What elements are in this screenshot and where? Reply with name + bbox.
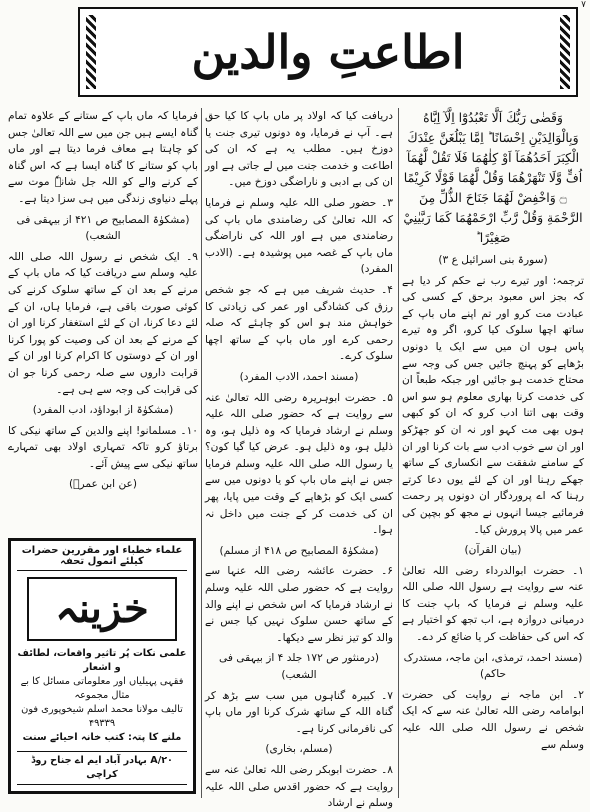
ad-title: خزینہ bbox=[27, 577, 177, 641]
paragraph: ۲۔ ابن ماجہ نے روایت کی حضرت ابوامامہ رضی اللہ تعالیٰ عنہ سے کہ ایک شخص نے رسول اللہ صلی اللہ علیہ وسلم سے bbox=[402, 688, 584, 751]
paragraph: ۶۔ حضرت عائشہ رضی اللہ عنہا سے روایت ہے کہ حضور صلی اللہ علیہ وسلم نے ارشاد فرمایا کہ اس شخص نے اپنے والد کے ساتھ حسن سلوک نہیں کیا جس نے والد کو تیز نظر سے دیکھا۔ bbox=[205, 565, 393, 644]
advertisement-box bbox=[8, 538, 196, 794]
paragraph: ۱۔ حضرت ابوالدرداء رضی اللہ تعالیٰ عنہ سے روایت ہے رسول اللہ صلی اللہ علیہ وسلم نے فرمایا کہ باپ جنت کا درمیانی دروازہ ہے، اب تجھ کو اختیار ہے کہ اس کی حفاظت کر یا ضائع کر دے۔ bbox=[402, 564, 584, 644]
reference-citation: (مسلم، بخاری) bbox=[265, 743, 333, 756]
paragraph: دریافت کیا کہ اولاد پر ماں باپ کا کیا حق ہے۔ آپ نے فرمایا، وہ دونوں تیری جنت یا دوزخ ہیں۔ مطلب یہ ہے کہ ان کی اطاعت و خدمت جنت میں لے جاتی ہے اور ان کی بے ادبی و ناراضگی دوزخ میں۔ bbox=[205, 110, 393, 189]
paragraph: ۹۔ ایک شخص نے رسول اللہ صلی اللہ علیہ وسلم سے دریافت کیا کہ ماں باپ کے مرنے کے بعد ان کے ساتھ سلوک کرنے کی کوئی صورت باقی ہے، فرمایا ہاں، ان کے لئے دعا کرنا، ان کے لئے استغفار کرنا اور ان کے مرنے کے بعد ان کی وصیت کو پورا کرنا اور ان کے دوستوں کا اکرام کرنا اور ان کے قرابت داروں سے صلہ رحمی کرنا جو ان کی قرابت کی وجہ سے ہی ہے۔ bbox=[8, 250, 198, 396]
reference-citation: (مسند احمد، الادب المفرد) bbox=[239, 370, 359, 383]
ad-line: فقہی پہیلیاں اور معلوماتی مسائل کا بے مثال مجموعہ bbox=[20, 676, 184, 701]
quran-verse: وَقَضٰى رَبُّكَ اَلَّا تَعْبُدُوْٓا اِلَّآ اِيَّاهُ وَبِالْوَالِدَيْنِ اِحْسَانًا ؕ اِمَّا يَبْلُغَنَّ عِنْدَكَ الْكِبَرَ اَحَدُهُمَآ اَوْ كِلٰهُمَا فَلَا تَقُلْ لَّهُمَآ اُفٍّ وَّلَا تَنْهَرْهُمَا وَقُلْ لَّهُمَا قَوْلًا كَرِيْمًا ۝ وَاخْفِضْ لَهُمَا جَنَاحَ الذُّلِّ مِنَ الرَّحْمَةِ وَقُلْ رَّبِّ ارْحَمْهُمَا كَمَا رَبَّيٰنِيْ صَغِيْرًا ؕ bbox=[403, 110, 583, 245]
paragraph: ۱۰۔ مسلمانو! اپنے والدین کے ساتھ نیکی کا برتاؤ کرو تاکہ تمہاری اولاد بھی تمہارے ساتھ نیکی سے پیش آئے۔ bbox=[8, 424, 198, 470]
ad-address: ۲۰/A بہادر آباد ایم اے جناح روڈ کراچی bbox=[17, 751, 187, 785]
paragraph: ۵۔ حضرت ابوہریرہ رضی اللہ تعالیٰ عنہ سے روایت ہے کہ حضور صلی اللہ علیہ وسلم نے ارشاد فرمایا کہ وہ ذلیل ہو، وہ ذلیل ہو، وہ ذلیل ہو۔ عرض کیا گیا کون؟ یا رسول اللہ صلی اللہ علیہ وسلم فرمایا جس نے اپنے ماں باپ کو یا دونوں میں سے کسی ایک کو بڑھاپے کے وقت میں پایا، پھر ان کی خدمت کر کے جنت میں داخل نہ ہوا۔ bbox=[205, 391, 393, 537]
paragraph: ۴۔ حدیث شریف میں ہے کہ جو شخص رزق کی کشادگی اور عمر کی زیادتی کا خواہش مند ہو اس کو چاہئے کہ صلہ رحمی کرے اور ماں باپ کے ساتھ اچھا سلوک کرے۔ bbox=[205, 283, 393, 363]
ad-tagline: علماء خطباء اور مقررین حضرات کیلئے انمول تحفہ bbox=[17, 545, 187, 571]
paragraph: ۳۔ حضور صلی اللہ علیہ وسلم نے فرمایا کہ اللہ تعالیٰ کی رضامندی ماں باپ کی رضامندی میں ہے اور اللہ کی ناراضگی ماں باپ کے غصہ میں پوشیدہ ہے۔ (الادب المفرد) bbox=[205, 196, 393, 276]
reference-citation: (بیان القرآن) bbox=[464, 544, 522, 557]
paragraph: فرمایا کہ ماں باپ کے ستانے کے علاوہ تمام گناہ ایسے ہیں جن میں سے اللہ تعالیٰ جس کو چاہتا ہے معاف فرما دیتا ہے اور ماں باپ کو ستانے کا گناہ ایسا ہے کہ اس گناہ کے کرنے والے کو اللہ جل شانہٗ موت سے پہلے دنیاوی زندگی میں ہی سزا دیتا ہے۔ bbox=[8, 110, 198, 205]
paragraph: ترجمہ: اور تیرے رب نے حکم کر دیا ہے کہ بجز اس معبود برحق کے کسی کی عبادت مت کرو اور تم اپنے ماں باپ کے ساتھ اچھا سلوک کیا کرو، اگر وہ تیرے پاس ہوں ان میں سے ایک یا دونوں بڑھاپے کو پہنچ جائیں جس کی وجہ سے محتاج خدمت ہو جائیں اور جبکہ طبعاً ان کی خدمت کرنا بھاری معلوم ہو سو اس وقت بھی اتنا ادب کرو کہ ان کو کبھی ہوں بھی مت کہو اور نہ ان کو جھڑکو اور ان سے خوب ادب سے بات کرنا اور ان کے سامنے شفقت سے انکساری کے ساتھ جھکے رہنا اور ان کے لئے یوں دعا کرتے رہنا کہ اے پروردگار ان دونوں پر رحمت فرمائیے جیسا انہوں نے مجھ کو بچپن کی عمر میں پالا پرورش کیا۔ bbox=[402, 274, 584, 536]
column-left bbox=[8, 108, 198, 508]
reference-citation: (عن ابن عمرؓ) bbox=[69, 478, 137, 491]
page-number: ۷ bbox=[581, 0, 586, 10]
paragraph: ۸۔ حضرت ابوبکر رضی اللہ تعالیٰ عنہ سے روایت ہے کہ حضور اقدس صلی اللہ علیہ وسلم نے ارشاد bbox=[205, 763, 393, 810]
reference-citation: (درمنثور ص ۱۷۲ جلد ۴ از بیہقی فی الشعب) bbox=[219, 652, 379, 681]
header-banner bbox=[78, 7, 578, 97]
reference-citation: (مسند احمد، ترمذی، ابن ماجہ، مستدرک حاکم) bbox=[403, 651, 583, 681]
reference-citation: (مشکوٰۃ از ابوداؤد، ادب المفرد) bbox=[32, 404, 174, 417]
reference-citation: (مشکوٰۃ المصابیح ص ۴۲۱ از بیہقی فی الشعب) bbox=[16, 213, 190, 243]
page-title: اطاعتِ والدین bbox=[191, 25, 465, 79]
reference-citation: (سورۃ بنی اسرائیل ع ۳) bbox=[438, 254, 548, 266]
column-right bbox=[402, 108, 584, 798]
ad-line: علمی نکات پُر تاثیر واقعات، لطائف و اشعار bbox=[17, 648, 187, 673]
ad-line: تالیف مولانا محمد اسلم شیخوپوری فون ۴۹۳۳۹ bbox=[21, 704, 183, 729]
ad-line: ملنے کا پتہ: کتب خانہ احیائے سنت bbox=[22, 732, 182, 743]
column-divider bbox=[201, 108, 202, 798]
column-middle bbox=[205, 108, 393, 810]
column-divider bbox=[398, 108, 399, 798]
reference-citation: (مشکوٰۃ المصابیح ص ۴۱۸ از مسلم) bbox=[219, 544, 379, 557]
paragraph: ۷۔ کبیرہ گناہوں میں سب سے بڑھ کر گناہ اللہ کے ساتھ شرک کرنا اور ماں باپ کی نافرمانی کرنا ہے۔ bbox=[205, 689, 393, 735]
